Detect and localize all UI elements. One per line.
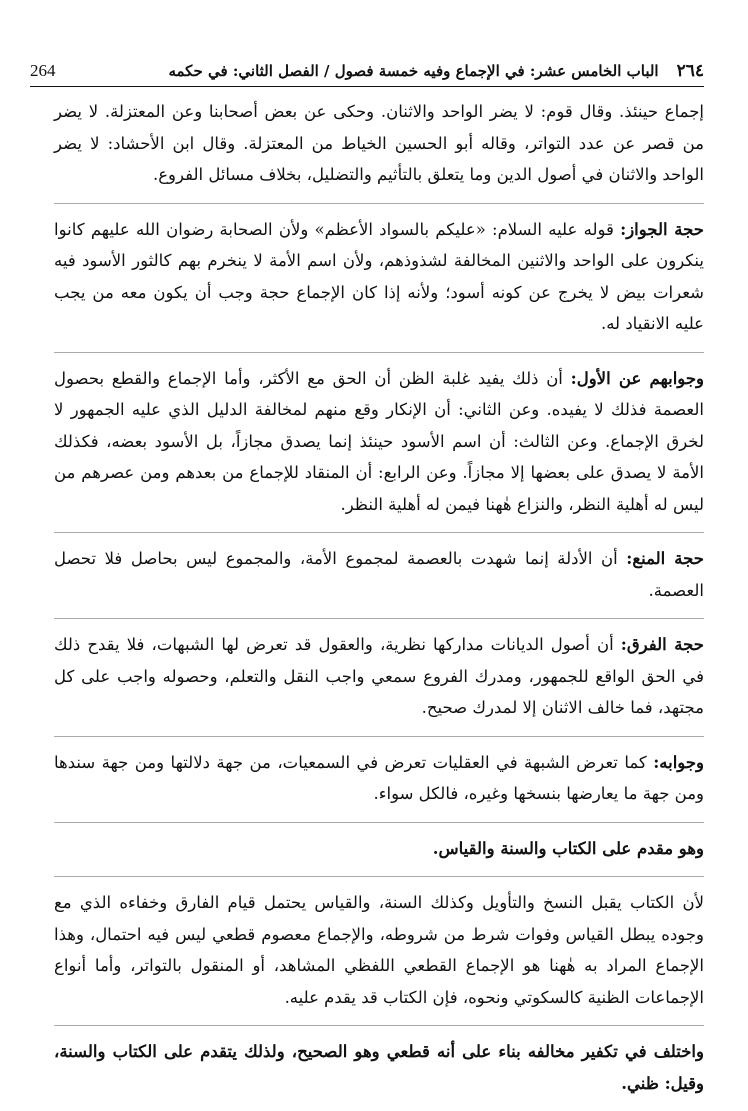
running-header (30, 56, 704, 87)
paragraph (54, 833, 704, 865)
paragraph-divider (54, 876, 704, 877)
paragraph-lead: وجوابه: (653, 752, 704, 772)
paragraph-lead: حجة الفرق: (620, 635, 704, 654)
paragraph-text: كما تعرض الشبهة في العقليات تعرض في السمعيات، من جهة دلالتها ومن جهة سندها ومن جهة ما يعارضها بنسخها وغيره، فالكل سواء. (54, 752, 704, 803)
paragraph-text: أن ذلك يفيد غلبة الظن أن الحق مع الأكثر، وأما الإجماع والقطع بحصول العصمة فذلك لا يفيده. وعن الثاني: أن الإنكار وقع منهم لمخالفة الدليل الذي عليه الجمهور لا لخرق الإجماع. وعن الثالث: أن اسم الأسود حينئذ إنما يصدق مجازاً، بل الأسود بعضه، فكذلك الأمة لا يصدق على بعضها إلا مجازاً. وعن الرابع: أن المنقاد للإجماع من بعدهم ومن عصرهم من ليس له أهلية النظر، والنزاع هٰهنا فيمن له أهلية النظر. (54, 368, 704, 514)
paragraph-divider (54, 618, 704, 619)
paragraph (54, 747, 704, 810)
paragraph-lead: حجة الجواز: (620, 219, 704, 239)
paragraph-divider (54, 532, 704, 533)
paragraph (54, 1036, 704, 1099)
paragraph (54, 543, 704, 606)
page-number-latin: 264 (30, 61, 56, 80)
paragraph-divider (54, 822, 704, 823)
paragraph-lead: وهو مقدم على الكتاب والسنة والقياس. (432, 838, 704, 858)
paragraph-text: قوله عليه السلام: «عليكم بالسواد الأعظم» ولأن الصحابة رضوان الله عليهم كانوا ينكرون على الواحد والاثنين المخالفة لشذوذهم، ولأن اسم الأمة لا ينخرم بهم كالثور الأسود فيه شعرات بيض لا يخرج عن كونه أسود؛ ولأنه إذا كان الإجماع حجة وجب أن يكون معه من يجب عليه الانقياد له. (54, 219, 704, 333)
paragraph-divider (54, 203, 704, 204)
paragraph-lead: وجوابهم عن الأول: (570, 368, 704, 388)
paragraph (54, 96, 704, 191)
paragraph-text: إجماع حينئذ. وقال قوم: لا يضر الواحد والاثنان. وحكى عن بعض أصحابنا وعن المعتزلة. لا يضر من قصر عن عدد التواتر، وقاله أبو الحسين الخياط من المعتزلة. وقال ابن الأحشاد: لا يضر الواحد والاثنان في أصول الدين وما يتعلق بالتأثيم والتضليل، بخلاف مسائل الفروع. (54, 102, 704, 184)
paragraph-text: لأن الكتاب يقبل النسخ والتأويل وكذلك السنة، والقياس يحتمل قيام الفارق وخفاءه الذي مع وجوده يبطل القياس وفوات شرط من شروطه، والإجماع معصوم قطعي ليس فيه احتمال، وهذا الإجماع المراد به هٰهنا هو الإجماع القطعي اللفظي المشاهد، أو المنقول بالتواتر، وأما أنواع الإجماعات الظنية كالسكوتي ونحوه، فإن الكتاب قد يقدم عليه. (54, 893, 704, 1007)
page-number-arabic: ٢٦٤ (676, 61, 704, 81)
running-title: الباب الخامس عشر: في الإجماع وفيه خمسة فصول / الفصل الثاني: في حكمه (168, 62, 659, 80)
paragraph (54, 887, 704, 1013)
paragraph-text: أن الأدلة إنما شهدت بالعصمة لمجموع الأمة، والمجموع ليس بحاصل فلا تحصل العصمة. (54, 549, 704, 600)
paragraph-lead: حجة المنع: (626, 549, 704, 568)
paragraph (54, 214, 704, 340)
paragraph (54, 363, 704, 521)
paragraph (54, 629, 704, 724)
paragraph-divider (54, 736, 704, 737)
paragraph-divider (54, 1025, 704, 1026)
body-text (54, 96, 704, 1111)
paragraph-text: أن أصول الديانات مداركها نظرية، والعقول قد تعرض لها الشبهات، فلا يقدح ذلك في الحق الواقع للجمهور، ومدرك الفروع سمعي واجب النقل والتعلم، وحصوله واجب على كل مجتهد، فما خالف الاثنان إلا لمدرك صحيح. (54, 635, 704, 717)
paragraph-divider (54, 352, 704, 353)
paragraph-lead: واختلف في تكفير مخالفه بناء على أنه قطعي وهو الصحيح، ولذلك يتقدم على الكتاب والسنة، وقيل: ظني. (54, 1042, 704, 1093)
